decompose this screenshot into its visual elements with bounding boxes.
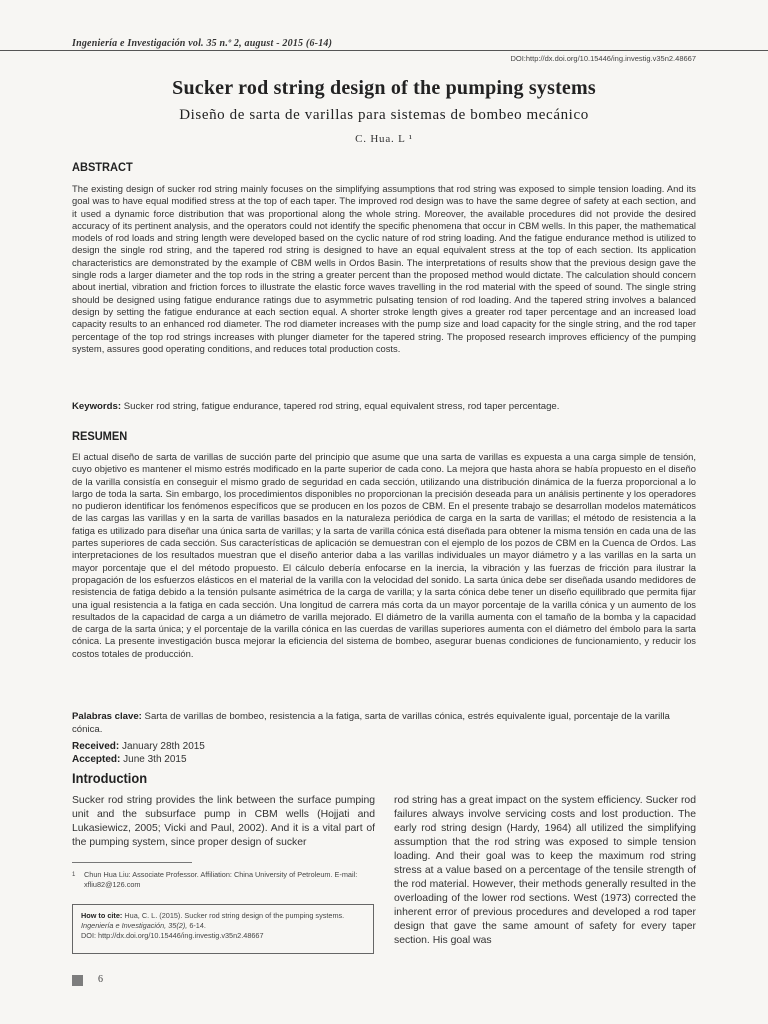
keywords-label: Keywords: bbox=[72, 401, 122, 412]
accepted-label: Accepted: bbox=[72, 754, 121, 765]
palabras-clave-label: Palabras clave: bbox=[72, 711, 142, 722]
cite-journal: Ingeniería e Investigación, 35(2), bbox=[81, 921, 188, 930]
abstract-heading: ABSTRACT bbox=[72, 160, 133, 174]
keywords bbox=[72, 400, 696, 413]
intro-right-column: rod string has a great impact on the system efficiency. Sucker rod failures always involve servicing costs and lost production. The early rod string design (Hardy, 1964) all utilized the simplifying assumption that the rod string was exposed to simple tension loading. And their goal was to keep the maximum rod string stress at a value based on a percentage of the tensile strength of the rod material. However, their methods generally resulted in the overloading of the lower rod sections. West (1973) corrected the inherent error of previous procedures and developed a rod taper design that gave the same amount of safety for every taper section. His goal was bbox=[394, 795, 696, 946]
cite-text: Hua, C. L. (2015). Sucker rod string design of the pumping systems. bbox=[124, 911, 345, 920]
received-value: January 28th 2015 bbox=[122, 741, 205, 752]
accepted-value: June 3th 2015 bbox=[123, 754, 187, 765]
cite-pages: 6-14. bbox=[189, 921, 206, 930]
header-doi[interactable]: DOI:http://dx.doi.org/10.15446/ing.investig.v35n2.48667 bbox=[510, 54, 696, 63]
intro-left-column: Sucker rod string provides the link between the surface pumping unit and the subsurface pump in CBM wells (Hojjati and Lukasiewicz, 2005; Vicki and Paul, 2002). And it is a vital part of the pumping system, since proper design of sucker bbox=[72, 795, 375, 848]
author: C. Hua. L ¹ bbox=[355, 133, 413, 145]
paper-subtitle: Diseño de sarta de varillas para sistemas de bombeo mecánico bbox=[179, 107, 589, 123]
cite-label: How to cite: bbox=[81, 911, 123, 920]
received-date bbox=[72, 740, 205, 753]
resumen-text: El actual diseño de sarta de varillas de succión parte del principio que asume que una sarta de varillas es expuesta a una carga simple de tensión, cuyo objetivo es mantener el mismo estrés modificado en la parte superior de cada cono. La mejora que hasta ahora se había propuesto en el diseño de la varilla consistía en conseguir el mismo grado de seguridad en cada sección, utilizando una distribución dinámica de la fuerza proporcional a lo largo de toda la sarta. Sin embargo, los procedimientos disponibles no proporcionan la precisión deseada para un análisis pertinente y los operadores no pudieron identificar los fenómenos específicos que se producen en los pozos de CBM. En el presente trabajo se desarrollan modelos matemáticos de las cargas las varillas y en la sarta de varillas basados en la naturaleza periódica de carga en la sarta de varillas; el método de resistencia a la fatiga es utilizado para diseñar una única sarta de varillas; y la sarta de varilla cónica está diseñada para obtener la misma tensión en cada una de las partes superiores de cada sección. Sus características de aplicación se demuestran con el ejemplo de los pozos de CBM en la Cuenca de Ordos. Las interpretaciones de los resultados muestran que el diseño anterior daba a las varillas individuales un mayor diámetro y a las varillas en la sarta un mayor porcentaje que el del método propuesto. El cálculo debería enfocarse en la inercia, la vibración y las fuerzas de fricción para ilustrar la propagación de los esfuerzos elásticos en el material de la varilla con la velocidad del sonido. La sarta única debe ser diseñada usando medidores de resistencia de fatiga debido a la tensión pulsante asimétrica de la carga de varilla; y la sarta cónica debe tener un diseño equilibrado que permita fijar una igual resistencia a la fatiga en cada sección. Una longitud de carrera más corta da un mayor porcentaje de la varilla cónica y un aumento de los resultados de la capacidad de carga a un diámetro de varilla mejorado. El diámetro de la varilla aumenta con el tamaño de la bomba y la capacidad de carga de la sarta única; y el porcentaje de la varilla cónica en las cuerdas de varillas superiores aumenta con el diámetro del émbolo para la sarta cónica. La presente investigación busca mejorar la eficiencia del sistema de bombeo, asegurar buenas condiciones de funcionamiento, y reducir los costos totales de producción. bbox=[72, 451, 696, 659]
author-footnote bbox=[72, 870, 372, 890]
journal-header: Ingeniería e Investigación vol. 35 n.º 2, august - 2015 (6-14) bbox=[72, 38, 333, 49]
page-marker-icon bbox=[72, 975, 83, 986]
footnote-rule bbox=[72, 862, 192, 863]
accepted-date bbox=[72, 753, 187, 766]
page-number: 6 bbox=[98, 974, 103, 985]
paper-title: Sucker rod string design of the pumping systems bbox=[172, 77, 596, 99]
palabras-clave-text: Sarta de varillas de bombeo, resistencia a la fatiga, sarta de varillas cónica, estrés equivalente igual, porcentaje de la varilla cónica. bbox=[72, 711, 670, 735]
received-label: Received: bbox=[72, 741, 120, 752]
footnote-mark: 1 bbox=[72, 872, 76, 878]
how-to-cite-box bbox=[72, 904, 374, 954]
abstract-text: The existing design of sucker rod string mainly focuses on the simplifying assumptions that rod string was exposed to simple tension loading. And its goal was to have equal modified stress at the top of each taper. The improved rod design was to have the same degree of safety at each section, and it used a dynamic force distribution that was proportional along the whole string. Moreover, the available procedures did not provide the desired accuracy of its pertinent analysis, and the operators could not identify the specific phenomena that occur in CBM wells. In this paper, the mathematical models of rod loads and string length were developed based on the cyclic nature of rod string loading. And the fatigue endurance method is utilized to design the single rod string, and the tapered rod string is designed to have an equal equivalent stress at the top of each section. Its application characteristics are demonstrated by the example of CBM wells in Ordos Basin. The interpretations of results show that the previous design gave the single rods a larger diameter and the top rods in the string a greater percent than the proposed method would dictate. The calculation should concern about inertial, vibration and friction forces to illustrate the elastic force waves travelling in the rod material with the speed of sound. The single string should be designed using fatigue endurance ratings due to asymmetric pulsating tension of rod loading. And the tapered string involves a balanced design by setting the fatigue endurance at each section equal. A shorter stroke length gives a greater rod taper percentage and an increased load capacity results to an enhanced rod diameter. The rod diameter increases with the pump size and load capacity for the single string, and the rod taper percentage of the top rod strings increases with plunger diameter for the tapered string. The proposed research improves efficiency of the pumping system, assures good operating conditions, and reduces total production costs. bbox=[72, 183, 696, 354]
palabras-clave bbox=[72, 710, 696, 736]
resumen-heading: RESUMEN bbox=[72, 429, 128, 443]
introduction-heading: Introduction bbox=[72, 770, 148, 786]
footnote-text: Chun Hua Liu: Associate Professor. Affiliation: China University of Petroleum. E-mail: xfliu82@126.com bbox=[84, 870, 358, 889]
keywords-text: Sucker rod string, fatigue endurance, tapered rod string, equal equivalent stress, rod taper percentage. bbox=[123, 401, 560, 412]
cite-doi[interactable]: DOI: http://dx.doi.org/10.15446/ing.investig.v35n2.48667 bbox=[81, 931, 264, 940]
